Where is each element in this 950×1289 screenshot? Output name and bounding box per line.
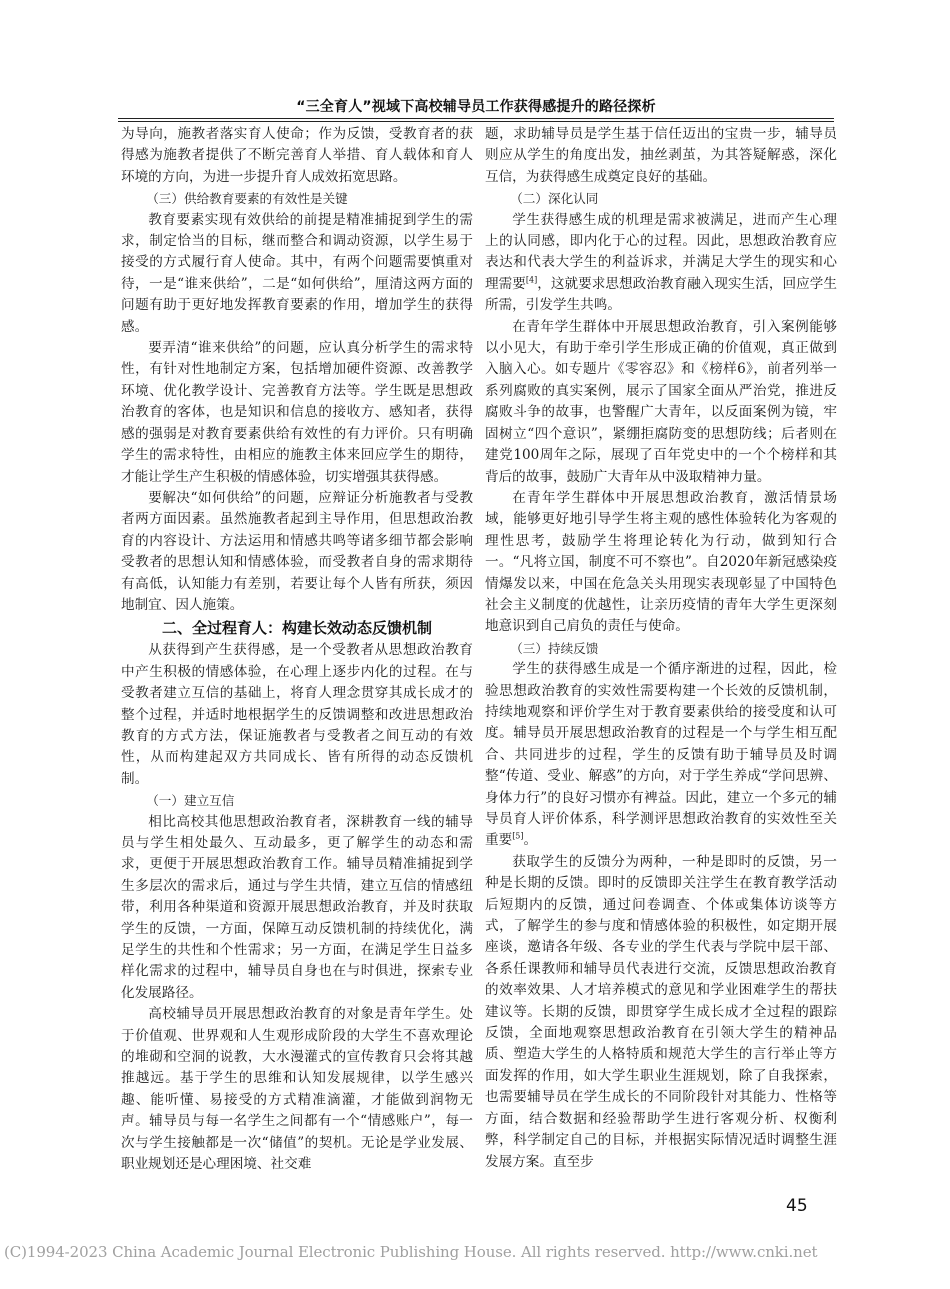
paragraph: 为导向，施教者落实育人使命；作为反馈，受教育者的获得感为施教者提供了不断完善育人举措、育人载体和育人环境的方向，为进一步提升育人成效拓宽思路。 xyxy=(121,126,473,185)
paragraph-text: 学生获得感生成的机理是需求被满足，进而产生心理上的认同感，即内化于心的过程。因此，思想政治教育应表达和代表大学生的利益诉求，并满足大学生的现实和心理需要 xyxy=(485,211,837,292)
subsection-heading: （三）持续反馈 xyxy=(510,640,599,656)
paragraph: 获取学生的反馈分为两种，一种是即时的反馈，另一种是长期的反馈。即时的反馈即关注学生在教育教学活动后短期内的反馈，通过问卷调查、个体或集体访谈等方式，了解学生的参与度和情感体验的积极性，如定期开展座谈，邀请各年级、各专业的学生代表与学院中层干部、各系任课教师和辅导员代表进行交流，反馈思想政治教育的效率效果、人才培养模式的意见和学业困难学生的帮扶建议等。长期的反馈，即贯穿学生成长成才全过程的跟踪反馈，全面地观察思想政治教育在引领大学生的精神品质、塑造大学生的人格特质和规范大学生的言行举止等方面发挥的作用，如大学生职业生涯规划，除了自我探索，也需要辅导员在学生成长的不同阶段针对其能力、性格等方面，结合数据和经验帮助学生进行客观分析、权衡利弊，科学制定自己的目标，并根据实际情况适时调整生涯发展方案。直至步 xyxy=(485,853,837,1170)
section-heading: 二、全过程育人：构建长效动态反馈机制 xyxy=(161,619,432,638)
paragraph: 在青年学生群体中开展思想政治教育，引入案例能够以小见大，有助于牵引学生形成正确的价值观，真正做到入脑入心。如专题片《零容忍》和《榜样6》，前者列举一系列腐败的真实案例，展示了国家全面从严治党，推进反腐败斗争的故事，也警醒广大青年，以反面案例为镜，牢固树立“四个意识”，紧绷拒腐防变的思想防线；后者则在建党100周年之际，展现了百年党史中的一个个榜样和其背后的故事，鼓励广大青年从中汲取精神力量。 xyxy=(485,318,837,485)
subsection-heading: （一）建立互信 xyxy=(146,793,235,809)
paragraph: 要弄清“谁来供给”的问题，应认真分析学生的需求特性，有针对性地制定方案，包括增加硬件资源、改善教学环境、优化教学设计、完善教育方法等。学生既是思想政治教育的客体，也是知识和信息的接收方、感知者，获得感的强弱是对教育要素供给有效性的有力评价。只有明确学生的需求特性，由相应的施教主体来回应学生的期待，才能让学生产生积极的情感体验，切实增强其获得感。 xyxy=(121,340,473,485)
paragraph: 题，求助辅导员是学生基于信任迈出的宝贵一步，辅导员则应从学生的角度出发，抽丝剥茧，为其答疑解惑，深化互信，为获得感生成奠定良好的基础。 xyxy=(485,126,837,185)
running-header: “三全育人”视域下高校辅导员工作获得感提升的路径探析 xyxy=(296,99,656,115)
citation-ref: [5] xyxy=(512,831,524,841)
paragraph: 教育要素实现有效供给的前提是精准捕捉到学生的需求，制定恰当的目标，继而整合和调动资源，以学生易于接受的方式履行育人使命。其中，有两个问题需要慎重对待，一是“谁来供给”，二是“如何供给”，厘清这两方面的问题有助于更好地发挥教育要素的作用，增加学生的获得感。 xyxy=(121,211,473,335)
paragraph-text: ，这就要求思想政治教育融入现实生活，回应学生所需，引发学生共鸣。 xyxy=(485,275,837,314)
paragraph: 相比高校其他思想政治教育者，深耕教育一线的辅导员与学生相处最久、互动最多，更了解学生的动态和需求，更便于开展思想政治教育工作。辅导员精准捕捉到学生多层次的需求后，通过与学生共情，建立互信的情感纽带，利用各种渠道和资源开展思想政治教育，并及时获取学生的反馈，一方面，保障互动反馈机制的持续优化，满足学生的共性和个性需求；另一方面，在满足学生日益多样化需求的过程中，辅导员自身也在与时俱进，探索专业化发展路径。 xyxy=(121,813,473,1001)
right-column xyxy=(485,124,837,1236)
paragraph-text: 。 xyxy=(523,832,538,849)
paragraph xyxy=(485,210,837,317)
header-rule-thin xyxy=(118,121,834,122)
paragraph: 在青年学生群体中开展思想政治教育，激活情景场域，能够更好地引导学生将主观的感性体验转化为客观的理性思考，鼓励学生将理论转化为行动，做到知行合一。“凡将立国，制度不可不察也”。自2020年新冠感染疫情爆发以来，中国在危急关头用现实表现彰显了中国特色社会主义制度的优越性，让亲历疫情的青年大学生更深刻地意识到自己肩负的责任与使命。 xyxy=(485,489,837,635)
paragraph: 要解决“如何供给”的问题，应辩证分析施教者与受教者两方面因素。虽然施教者起到主导作用，但思想政治教育的内容设计、方法运用和情感共鸣等诸多细节都会影响受教者的思想认知和情感体验，而受教者自身的需求期待有高低，认知能力有差别，若要让每个人皆有所获，须因地制宜、因人施策。 xyxy=(121,489,473,613)
left-column xyxy=(121,124,473,1236)
paragraph xyxy=(485,659,837,852)
copyright-footer: (C)1994-2023 China Academic Journal Electronic Publishing House. All rights reserved. http://www.cnki.net xyxy=(4,1243,818,1261)
paragraph: 从获得到产生获得感，是一个受教者从思想政治教育中产生积极的情感体验，在心理上逐步内化的过程。在与受教者建立互信的基础上，将育人理念贯穿其成长成才的整个过程，并适时地根据学生的反馈调整和改进思想政治教育的方式方法，保证施教者与受教者之间互动的有效性，从而构建起双方共同成长、皆有所得的动态反馈机制。 xyxy=(121,642,473,787)
paragraph-text: 学生的获得感生成是一个循序渐进的过程，因此，检验思想政治教育的实效性需要构建一个长效的反馈机制，持续地观察和评价学生对于教育要素供给的接受度和认可度。辅导员开展思想政治教育的过程是一个与学生相互配合、共同进步的过程，学生的反馈有助于辅导员及时调整“传道、受业、解惑”的方向，对于学生养成“学问思辨、身体力行”的良好习惯亦有裨益。因此，建立一个多元的辅导员育人评价体系，科学测评思想政治教育的实效性至关重要 xyxy=(485,661,837,849)
subsection-heading: （二）深化认同 xyxy=(510,191,599,207)
header-rule xyxy=(118,118,834,119)
citation-ref: [4] xyxy=(525,275,538,285)
paragraph: 高校辅导员开展思想政治教育的对象是青年学生。处于价值观、世界观和人生观形成阶段的大学生不喜欢理论的堆砌和空洞的说教，大水漫灌式的宣传教育只会将其越推越远。基于学生的思维和认知发展规律，以学生感兴趣、能听懂、易接受的方式精准滴灌，才能做到润物无声。辅导员与每一名学生之间都有一个“情感账户”，每一次与学生接触都是一次“储值”的契机。无论是学业发展、职业规划还是心理困境、社交难 xyxy=(121,1006,473,1173)
page-number: 45 xyxy=(786,1196,808,1216)
subsection-heading: （三）供给教育要素的有效性是关键 xyxy=(146,191,348,207)
